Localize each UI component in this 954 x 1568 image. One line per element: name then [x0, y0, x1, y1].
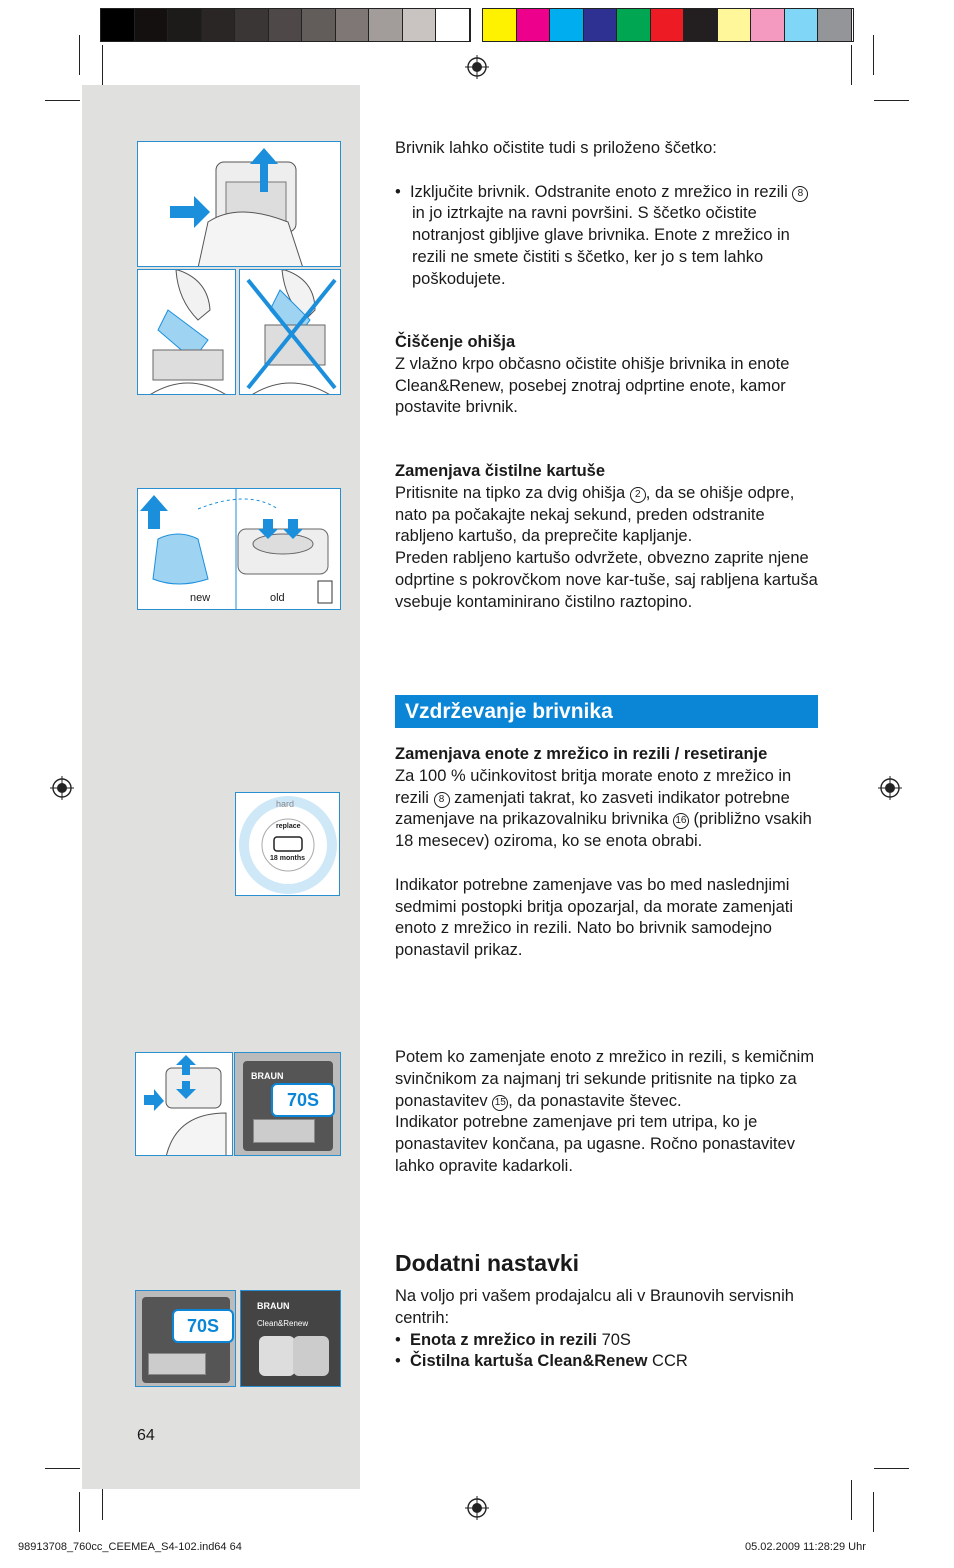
footer-file-info: 98913708_760cc_CEEMEA_S4-102.ind64 64 — [18, 1541, 242, 1553]
registration-mark-icon — [465, 1496, 489, 1520]
housing-text: Z vlažno krpo občasno očistite ohišje brivnika in enote Clean&Renew, posebej znotraj odprtine enote, kamor postavite brivnik. — [395, 354, 790, 417]
color-swatch — [168, 9, 202, 41]
housing-title: Čiščenje ohišja — [395, 333, 516, 351]
brush-cleaning-illustration — [137, 269, 236, 395]
braun-logo: BRAUN — [251, 1071, 284, 1081]
cartridge-text: Pritisnite na tipko za dvig ohišja 2 , da se ohišje odpre, nato pa počakajte nekaj sekund, preden odstranite rabljeno kartušo, da preprečite kapljanje. — [395, 483, 795, 546]
crop-mark — [873, 1492, 874, 1532]
color-swatch — [651, 9, 685, 41]
ref-number: 8 — [434, 792, 450, 808]
foil-cassette — [253, 1119, 315, 1143]
crop-mark — [874, 100, 909, 101]
color-swatch — [436, 9, 470, 41]
color-swatch — [483, 9, 517, 41]
accessory-70s-pack-illustration — [135, 1290, 236, 1387]
cartridge-text-2: Preden rabljeno kartušo odvržete, obvezno zaprite njene odprtine s pokrovčkom nove kar-tuše, saj rabljena kartuša vsebuje kontaminirano čistilno raztopino. — [395, 549, 818, 611]
registration-mark-icon — [50, 776, 74, 800]
crop-mark — [873, 35, 874, 75]
cartridge-replacement-illustration — [137, 488, 341, 610]
clean-renew-pack-illustration — [240, 1290, 341, 1387]
color-swatch — [101, 9, 135, 41]
reset-text-2: Indikator potrebne zamenjave pri tem utripa, ko je ponastavitev končana, pa ugasne. Ročno ponastavitev lahko opravite kadarkoli. — [395, 1113, 795, 1175]
old-label: old — [270, 592, 285, 604]
product-70s-badge: 70S — [271, 1083, 335, 1117]
cartridge-section — [395, 461, 825, 614]
page-number: 64 — [137, 1427, 155, 1444]
accessories-heading: Dodatni nastavki — [395, 1250, 580, 1276]
color-swatch — [617, 9, 651, 41]
color-swatch — [135, 9, 169, 41]
foil-cassette — [148, 1353, 206, 1375]
registration-mark-icon — [878, 776, 902, 800]
replace-label: replace — [276, 823, 301, 830]
foil-cutter-pack-illustration — [234, 1052, 341, 1156]
color-swatch — [785, 9, 819, 41]
color-swatch — [517, 9, 551, 41]
reset-section — [395, 1047, 825, 1178]
maintenance-heading: Vzdrževanje brivnika — [395, 695, 818, 728]
color-swatch — [684, 9, 718, 41]
braun-logo: BRAUN — [257, 1301, 290, 1311]
crop-mark — [851, 1480, 852, 1520]
brush-intro: Brivnik lahko očistite tudi s priloženo ščetko: — [395, 139, 717, 157]
crop-mark — [79, 1492, 80, 1532]
accessory-item: • Čistilna kartuša Clean&Renew CCR — [395, 1352, 688, 1371]
crop-mark — [874, 1468, 909, 1469]
accessory-item: • Enota z mrežico in rezili 70S — [395, 1330, 631, 1349]
cartridge-shape — [293, 1336, 329, 1376]
registration-mark-icon — [465, 55, 489, 79]
cartridge-icon — [138, 489, 341, 610]
cartridge-title: Zamenjava čistilne kartuše — [395, 462, 606, 480]
color-swatch — [584, 9, 618, 41]
crop-mark — [45, 1468, 80, 1469]
ref-number: 8 — [792, 186, 808, 202]
reset-text: Potem ko zamenjate enoto z mrežico in rezili, s kemičnim svinčnikom za najmanj tri sekunde pritisnite na tipko za ponastavitev 15 , da ponastavite števec. — [395, 1048, 815, 1110]
do-not-brush-foil-illustration — [239, 269, 341, 395]
housing-cleaning-section — [395, 332, 825, 419]
color-swatch — [818, 9, 852, 41]
brush-cleaning-section — [395, 138, 825, 291]
process-color-bar — [482, 8, 854, 42]
new-label: new — [190, 592, 211, 604]
color-swatch — [202, 9, 236, 41]
crop-mark — [102, 45, 103, 85]
color-swatch — [302, 9, 336, 41]
accessories-section — [395, 1286, 825, 1373]
color-swatch — [718, 9, 752, 41]
crop-mark — [45, 100, 80, 101]
reset-button-illustration — [135, 1052, 233, 1156]
shaver-icon — [138, 142, 341, 267]
months-label: 18 months — [270, 855, 306, 862]
shaver-reset-icon — [136, 1053, 233, 1156]
ref-number: 2 — [630, 487, 646, 503]
replace-indicator-illustration — [235, 792, 340, 896]
indicator-text: Indikator potrebne zamenjave vas bo med naslednjimi sedmimi postopki britja opozarjal, da morate zamenjati enoto z mrežico in rezili. Nato bo brivnik samodejno ponastavil prikaz. — [395, 875, 794, 960]
color-swatch — [336, 9, 370, 41]
crop-mark — [851, 45, 852, 85]
brush-icon — [138, 270, 236, 395]
product-70s-badge: 70S — [172, 1309, 234, 1343]
footer-timestamp: 05.02.2009 11:28:29 Uhr — [745, 1541, 866, 1553]
color-swatch — [369, 9, 403, 41]
accessories-intro: Na voljo pri vašem prodajalcu ali v Braunovih servisnih centrih: — [395, 1287, 794, 1327]
replace-section — [395, 744, 825, 962]
color-swatch — [550, 9, 584, 41]
color-swatch — [751, 9, 785, 41]
cartridge-shape — [259, 1336, 295, 1376]
hard-label: hard — [276, 799, 295, 809]
replace-title: Zamenjava enote z mrežico in rezili / resetiranje — [395, 745, 768, 763]
shaver-remove-foil-illustration — [137, 141, 341, 267]
color-swatch — [235, 9, 269, 41]
crop-mark — [79, 35, 80, 75]
color-swatch — [269, 9, 303, 41]
color-swatch — [403, 9, 437, 41]
replace-text: Za 100 % učinkovitost britja morate enoto z mrežico in rezili 8 zamenjati takrat, ko zasveti indikator potrebne zamenjave na prikazovalniku brivnika 16 (približno vsakih 18 mesecev) oziroma, ko se enota obrabi. — [395, 766, 812, 851]
ref-number: 16 — [673, 813, 689, 829]
gray-color-bar — [100, 8, 471, 42]
ref-number: 15 — [492, 1095, 508, 1111]
bullet-item: • Izključite brivnik. Odstranite enoto z mrežico in rezili 8 in jo iztrkajte na ravni površini. S ščetko očistite notranjost gibljive glave brivnika. Enote z mrežico in rezili ne smete čistiti s ščetko, ker jo s tem lahko poškodujete. — [395, 182, 825, 291]
cleanrenew-label: Clean&Renew — [257, 1319, 309, 1328]
cross-icon — [240, 270, 341, 395]
